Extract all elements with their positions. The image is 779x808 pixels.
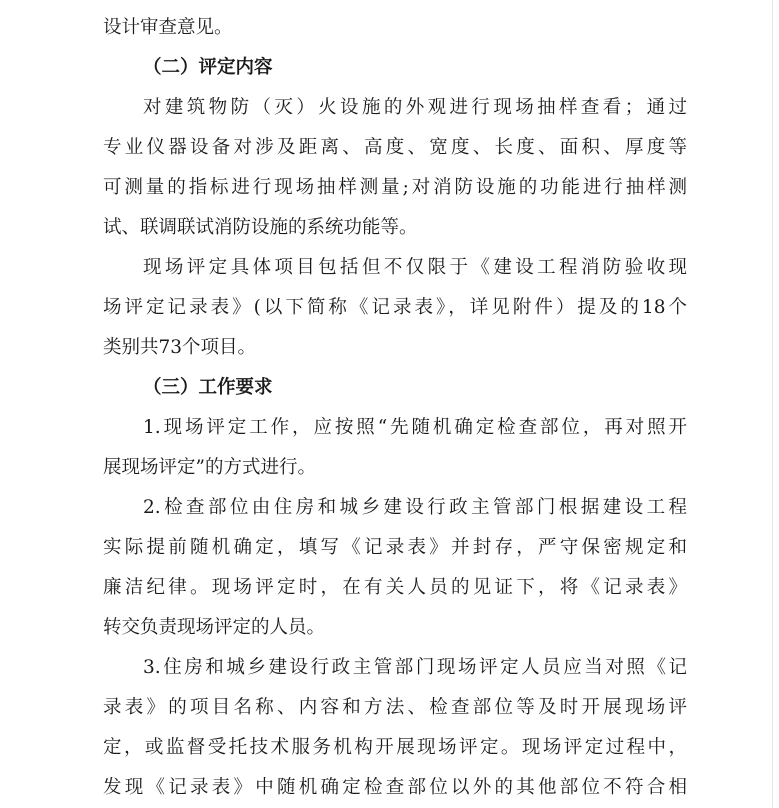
text-line: 廉洁纪律。现场评定时，在有关人员的见证下，将《记录表》 [103,577,687,598]
text-line: 1.现场评定工作，应按照“先随机确定检查部位，再对照开 [143,417,687,438]
section-heading: （三）工作要求 [143,377,273,398]
text-line: 对建筑物防（灭）火设施的外观进行现场抽样查看；通过 [143,97,687,118]
text-line: 发现《记录表》中随机确定检查部位以外的其他部位不符合相 [103,777,687,798]
text-line: 转交负责现场评定的人员。 [103,617,326,638]
text-line: 定，或监督受托技术服务机构开展现场评定。现场评定过程中， [103,737,687,758]
text-line: 3.住房和城乡建设行政主管部门现场评定人员应当对照《记 [143,657,687,678]
section-heading: （二）评定内容 [143,57,273,78]
text-line: 展现场评定”的方式进行。 [103,457,316,478]
text-line: 试、联调联试消防设施的系统功能等。 [103,217,418,238]
page-edge-divider [772,0,773,808]
text-line: 设计审查意见。 [103,17,233,38]
text-line: 录表》的项目名称、内容和方法、检查部位等及时开展现场评 [103,697,687,718]
text-line: 场评定记录表》(以下简称《记录表》，详见附件）提及的18个 [103,297,687,318]
text-line: 类别共73个项目。 [103,337,257,358]
text-line: 2.检查部位由住房和城乡建设行政主管部门根据建设工程 [143,497,687,518]
text-line: 可测量的指标进行现场抽样测量;对消防设施的功能进行抽样测 [103,177,687,198]
text-line: 专业仪器设备对涉及距离、高度、宽度、长度、面积、厚度等 [103,137,687,158]
text-line: 现场评定具体项目包括但不仅限于《建设工程消防验收现 [143,257,687,278]
text-line: 实际提前随机确定，填写《记录表》并封存，严守保密规定和 [103,537,687,558]
